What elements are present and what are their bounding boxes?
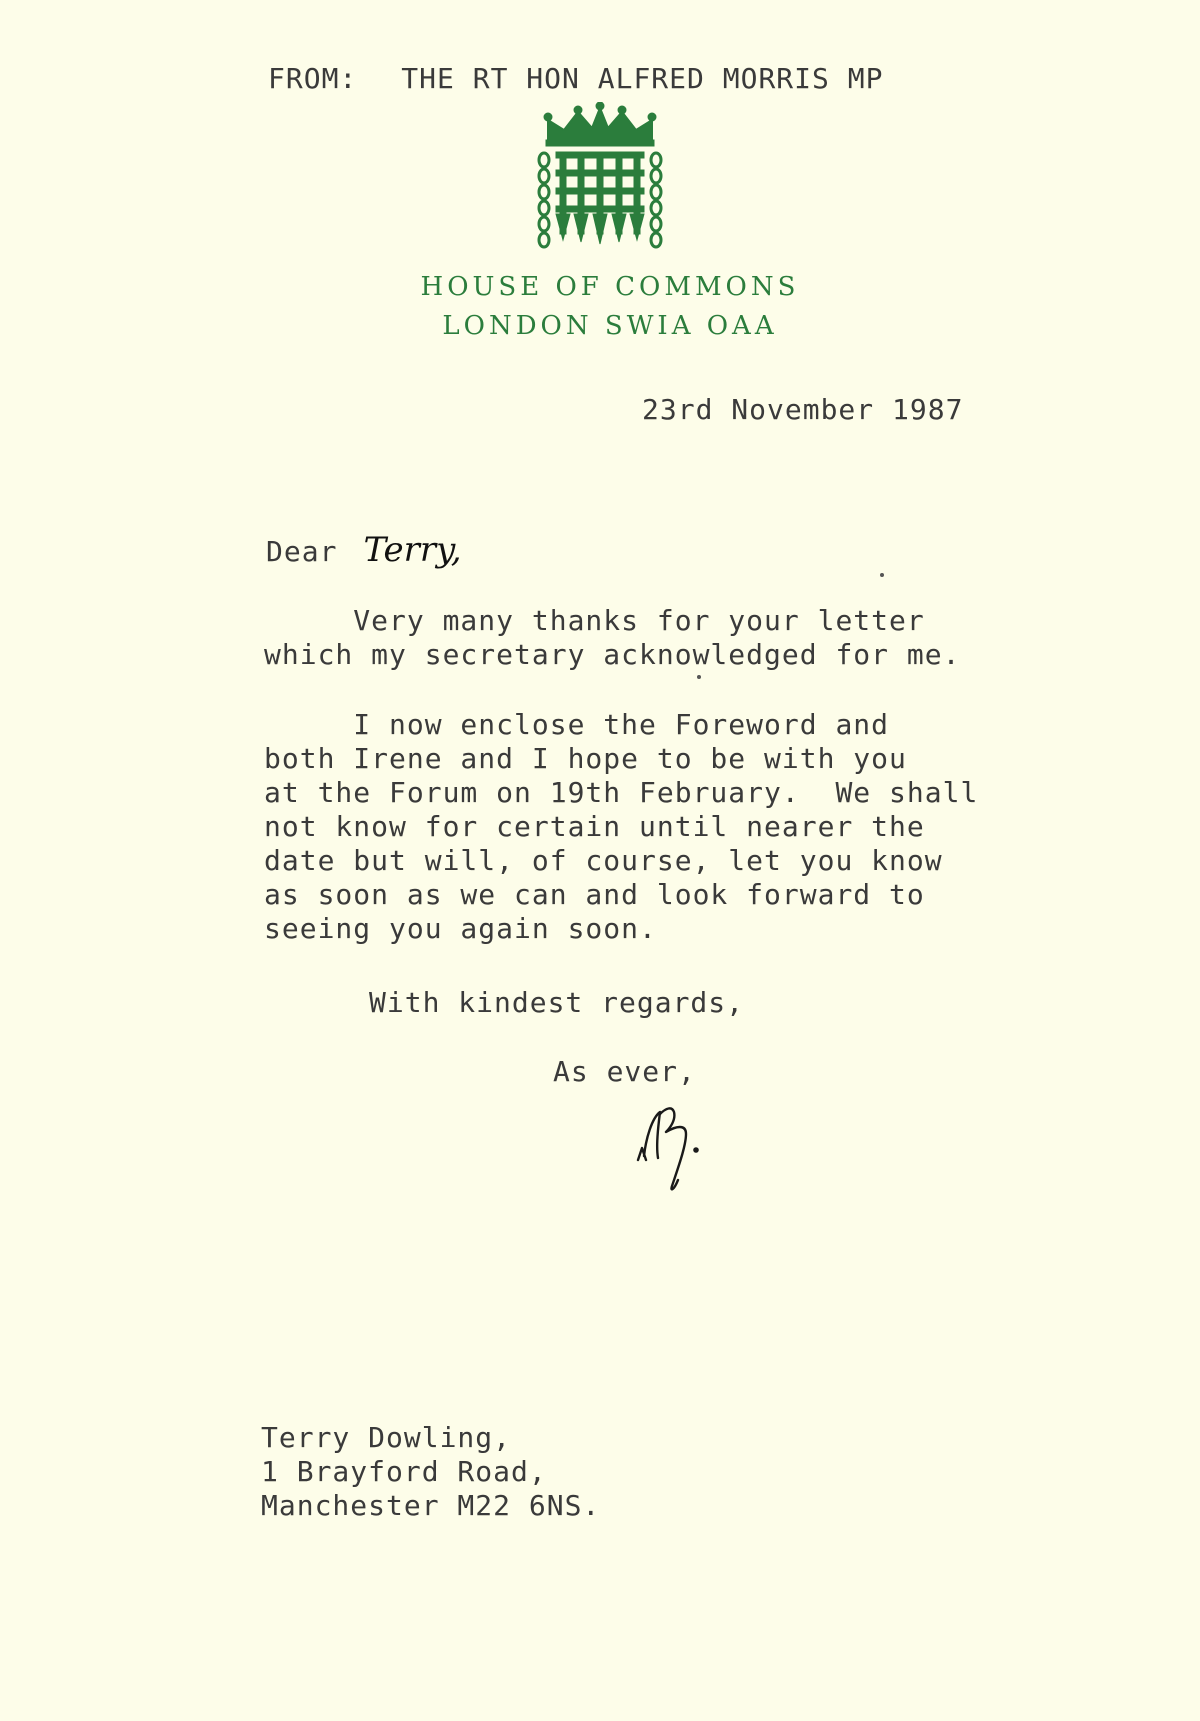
letterhead-name: HOUSE OF COMMONS [420,272,800,302]
recipient-address [261,1421,600,1523]
body-paragraph-2: I now enclose the Foreword and both Irene and I hope to be with you at the Forum on 19th February. We shall not know for certain until nearer the date but will, of course, let you know as soon as we can and look forward to seeing you again soon. [264,708,979,945]
sender-name: THE RT HON ALFRED MORRIS MP [401,62,884,95]
closing: With kindest regards, [369,986,745,1019]
letter-date: 23rd November 1987 [642,393,964,426]
recipient-city: Manchester M22 6NS. [261,1489,601,1522]
from-label: FROM: [268,62,358,95]
salutation [266,530,462,570]
portcullis-icon [530,102,670,257]
paper-speck [880,573,884,577]
signoff: As ever, [553,1055,696,1088]
recipient-name: Terry Dowling, [261,1421,512,1454]
handwritten-signature [630,1098,740,1198]
from-line [268,62,883,95]
body-paragraph-1: Very many thanks for your letter which my secretary acknowledged for me. [264,604,961,671]
salutation-greeting: Dear [266,535,338,568]
recipient-street: 1 Brayford Road, [261,1455,547,1488]
letterhead-address: LONDON SWIA OAA [442,311,778,341]
paper-speck [697,675,701,679]
salutation-handwritten-name: Terry, [363,530,462,570]
